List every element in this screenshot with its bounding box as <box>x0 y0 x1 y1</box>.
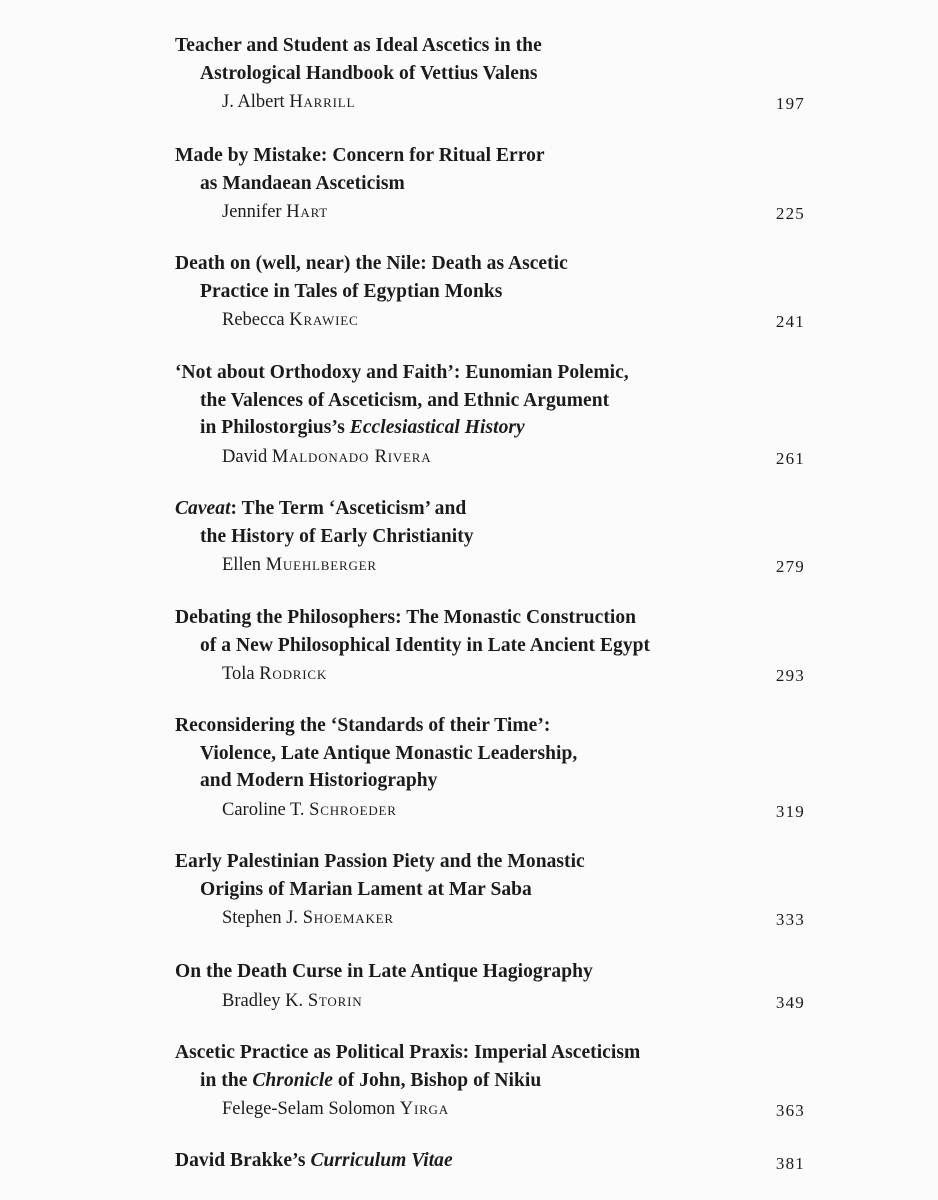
entry-title-line <box>175 35 542 57</box>
entry-title-segment: David Brakke’s <box>175 1150 311 1171</box>
entry-title-segment: Debating the Philosophers: The Monastic Construction <box>175 607 637 628</box>
entry-title-line <box>200 879 532 901</box>
author-last-name: Harrill <box>289 92 356 112</box>
entry-title-segment: Chronicle <box>252 1069 333 1091</box>
author-last-name: Hart <box>286 202 328 222</box>
author-last-name: Storin <box>307 990 363 1011</box>
author-first-name: Felege-Selam Solomon <box>222 1099 396 1119</box>
entry-title-segment: as Mandaean Asceticism <box>200 172 405 194</box>
entry-title-line <box>175 362 629 384</box>
entry-title-segment: the History of Early Christianity <box>200 525 474 547</box>
author-last-name: Yirga <box>399 1099 449 1119</box>
entry-title-segment: : The Term ‘Asceticism’ and <box>230 498 467 519</box>
entry-title-line <box>200 173 405 195</box>
entry-title-line <box>175 961 593 983</box>
entry-title-segment: Made by Mistake: Concern for Ritual Error <box>175 145 545 166</box>
entry-title-line <box>175 715 550 737</box>
entry-title-line <box>200 526 474 548</box>
entry-author <box>222 91 355 113</box>
author-last-name: Rodrick <box>259 664 328 684</box>
entry-title-segment: in the <box>200 1069 253 1091</box>
entry-title-segment: Curriculum Vitae <box>310 1150 453 1171</box>
author-first-name: Jennifer <box>222 202 282 222</box>
entry-title-line <box>200 635 650 657</box>
entry-title-segment: Astrological Handbook of Vettius Valens <box>200 62 538 84</box>
author-first-name: Stephen J. <box>222 908 299 928</box>
entry-title-segment: Early Palestinian Passion Piety and the Monastic <box>175 851 585 872</box>
author-first-name: Rebecca <box>222 310 285 330</box>
entry-title-line <box>200 63 538 85</box>
entry-title-segment: in Philostorgius’s <box>200 417 350 438</box>
author-first-name: Tola <box>222 664 255 684</box>
entry-title-line <box>200 743 577 765</box>
entry-title-line <box>175 498 466 520</box>
author-last-name: Krawiec <box>289 310 359 330</box>
entry-title-segment: of a New Philosophical Identity in Late Ancient Egypt <box>200 634 651 656</box>
entry-author <box>222 663 327 685</box>
entry-author <box>222 799 397 821</box>
entry-page-number: 225 <box>775 204 805 223</box>
entry-page-number: 197 <box>775 94 805 113</box>
author-first-name: David <box>222 446 268 467</box>
author-first-name: Ellen <box>222 555 262 575</box>
entry-title-segment: Caveat <box>175 498 231 519</box>
entry-title-line <box>175 1042 640 1064</box>
entry-author <box>222 201 328 223</box>
entry-title-segment: Practice in Tales of Egyptian Monks <box>200 280 503 302</box>
entry-title-segment: Death on (well, near) the Nile: Death as Ascetic <box>175 253 568 274</box>
entry-title-line <box>200 770 437 792</box>
entry-page-number: 363 <box>775 1101 805 1120</box>
entry-title-line <box>175 1150 453 1172</box>
entry-title-segment: of John, Bishop of Nikiu <box>333 1069 542 1091</box>
entry-author <box>222 446 431 468</box>
entry-author <box>222 1098 449 1120</box>
entry-page-number: 349 <box>775 992 805 1012</box>
entry-author <box>222 990 362 1012</box>
entry-title-line <box>175 851 585 873</box>
author-last-name: Maldonado Rivera <box>271 446 432 467</box>
entry-page-number: 279 <box>775 557 805 576</box>
entry-title-segment: Violence, Late Antique Monastic Leadership, <box>200 742 578 764</box>
entry-title-segment: the Valences of Asceticism, and Ethnic Argument <box>200 389 610 411</box>
entry-title-line <box>200 417 525 439</box>
entry-page-number: 261 <box>775 448 805 468</box>
author-first-name: Caroline T. <box>222 799 305 820</box>
entry-title-segment: Reconsidering the ‘Standards of their Time’: <box>175 715 551 736</box>
entry-page-number: 319 <box>775 801 805 821</box>
entry-page-number: 333 <box>775 910 805 929</box>
entry-page-number: 381 <box>775 1154 805 1173</box>
entry-page-number: 241 <box>775 312 805 331</box>
entry-author <box>222 309 358 331</box>
entry-title-segment: ‘Not about Orthodoxy and Faith’: Eunomian Polemic, <box>175 362 629 383</box>
author-last-name: Shoemaker <box>302 908 394 928</box>
entry-title-segment: Ascetic Practice as Political Praxis: Imperial Asceticism <box>175 1042 641 1063</box>
entry-title-line <box>200 390 609 412</box>
author-last-name: Muehlberger <box>265 555 377 575</box>
entry-title-line <box>200 1070 541 1092</box>
author-first-name: Bradley K. <box>222 990 304 1011</box>
entry-title-segment: On the Death Curse in Late Antique Hagiography <box>175 961 593 982</box>
entry-author <box>222 907 394 929</box>
entry-title-segment: Origins of Marian Lament at Mar Saba <box>200 878 532 900</box>
entry-title-line <box>175 253 568 275</box>
entry-title-line <box>175 145 545 167</box>
entry-title-segment: Teacher and Student as Ideal Ascetics in the <box>175 35 542 56</box>
author-last-name: Schroeder <box>309 799 397 820</box>
entry-title-line <box>200 281 502 303</box>
entry-page-number: 293 <box>775 666 805 685</box>
entry-author <box>222 554 377 576</box>
entry-title-segment: Ecclesiastical History <box>349 417 525 438</box>
author-first-name: J. Albert <box>222 92 285 112</box>
entry-title-segment: and Modern Historiography <box>200 770 438 791</box>
entry-title-line <box>175 607 636 629</box>
